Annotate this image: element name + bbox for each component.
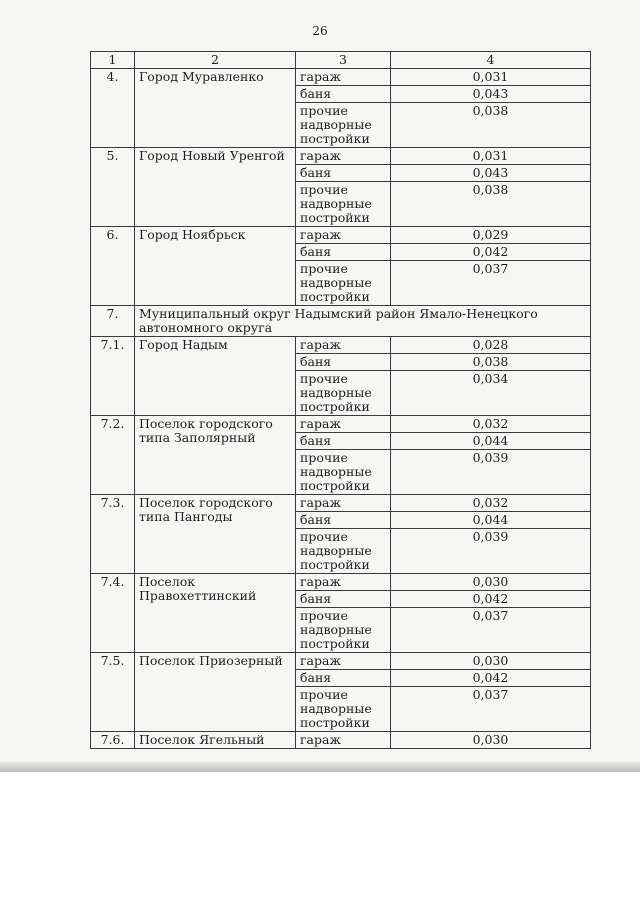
municipality-name: Поселок Ягельный [135, 732, 296, 749]
building-type: гараж [296, 653, 391, 670]
municipality-name: Город Новый Уренгой [135, 148, 296, 227]
building-type: гараж [296, 732, 391, 749]
municipality-name: Поселок городского типа Заполярный [135, 416, 296, 495]
table-row [91, 69, 591, 86]
coefficient-value: 0,031 [391, 69, 591, 86]
row-number: 7.3. [91, 495, 135, 574]
coefficient-value: 0,032 [391, 416, 591, 433]
table-row [91, 148, 591, 165]
page-number: 26 [312, 24, 328, 38]
table-row [91, 337, 591, 354]
building-type: баня [296, 354, 391, 371]
municipality-name: Поселок Правохеттинский [135, 574, 296, 653]
building-type: баня [296, 86, 391, 103]
row-number: 7.1. [91, 337, 135, 416]
coefficient-value: 0,037 [391, 608, 591, 653]
building-type: гараж [296, 337, 391, 354]
coefficient-value: 0,032 [391, 495, 591, 512]
coefficient-value: 0,034 [391, 371, 591, 416]
municipality-name: Поселок Приозерный [135, 653, 296, 732]
building-type: баня [296, 244, 391, 261]
coefficient-value: 0,030 [391, 574, 591, 591]
coefficient-value: 0,031 [391, 148, 591, 165]
coefficient-value: 0,042 [391, 244, 591, 261]
building-type: прочие надворные постройки [296, 687, 391, 732]
table-row [91, 227, 591, 244]
coefficient-value: 0,038 [391, 354, 591, 371]
coefficient-value: 0,039 [391, 450, 591, 495]
building-type: гараж [296, 495, 391, 512]
coefficient-value: 0,043 [391, 86, 591, 103]
header-cell: 1 [91, 52, 135, 69]
municipality-name: Город Муравленко [135, 69, 296, 148]
header-cell: 3 [296, 52, 391, 69]
row-number: 7.5. [91, 653, 135, 732]
header-row [91, 52, 591, 69]
coefficient-value: 0,038 [391, 103, 591, 148]
section-row [91, 306, 591, 337]
section-title: Муниципальный округ Надымский район Ямало-Ненецкого автономного округа [135, 306, 591, 337]
coefficient-value: 0,030 [391, 653, 591, 670]
building-type: гараж [296, 574, 391, 591]
building-type: прочие надворные постройки [296, 261, 391, 306]
building-type: прочие надворные постройки [296, 182, 391, 227]
building-type: баня [296, 165, 391, 182]
coefficient-value: 0,030 [391, 732, 591, 749]
municipality-name: Город Надым [135, 337, 296, 416]
building-type: гараж [296, 69, 391, 86]
row-number: 6. [91, 227, 135, 306]
scan-edge [0, 762, 640, 772]
coefficient-value: 0,044 [391, 433, 591, 450]
header-cell: 2 [135, 52, 296, 69]
building-type: прочие надворные постройки [296, 529, 391, 574]
building-type: баня [296, 591, 391, 608]
row-number: 4. [91, 69, 135, 148]
building-type: прочие надворные постройки [296, 371, 391, 416]
table-body [91, 69, 591, 749]
table-row [91, 495, 591, 512]
building-type: баня [296, 670, 391, 687]
table-row [91, 732, 591, 749]
building-type: гараж [296, 416, 391, 433]
table-row [91, 653, 591, 670]
row-number: 7.2. [91, 416, 135, 495]
table-row [91, 416, 591, 433]
coefficient-value: 0,029 [391, 227, 591, 244]
coefficient-value: 0,039 [391, 529, 591, 574]
coefficient-value: 0,044 [391, 512, 591, 529]
coefficient-value: 0,042 [391, 670, 591, 687]
row-number: 7.6. [91, 732, 135, 749]
building-type: прочие надворные постройки [296, 608, 391, 653]
header-cell: 4 [391, 52, 591, 69]
building-type: баня [296, 512, 391, 529]
coefficient-value: 0,042 [391, 591, 591, 608]
building-type: гараж [296, 148, 391, 165]
municipality-name: Поселок городского типа Пангоды [135, 495, 296, 574]
row-number: 5. [91, 148, 135, 227]
building-type: прочие надворные постройки [296, 450, 391, 495]
coefficient-value: 0,037 [391, 687, 591, 732]
building-type: гараж [296, 227, 391, 244]
coefficient-value: 0,038 [391, 182, 591, 227]
coefficient-value: 0,037 [391, 261, 591, 306]
building-type: прочие надворные постройки [296, 103, 391, 148]
row-number: 7.4. [91, 574, 135, 653]
municipality-name: Город Ноябрьск [135, 227, 296, 306]
row-number: 7. [91, 306, 135, 337]
building-type: баня [296, 433, 391, 450]
table-row [91, 574, 591, 591]
coefficient-value: 0,028 [391, 337, 591, 354]
rates-table [90, 51, 591, 749]
coefficient-value: 0,043 [391, 165, 591, 182]
